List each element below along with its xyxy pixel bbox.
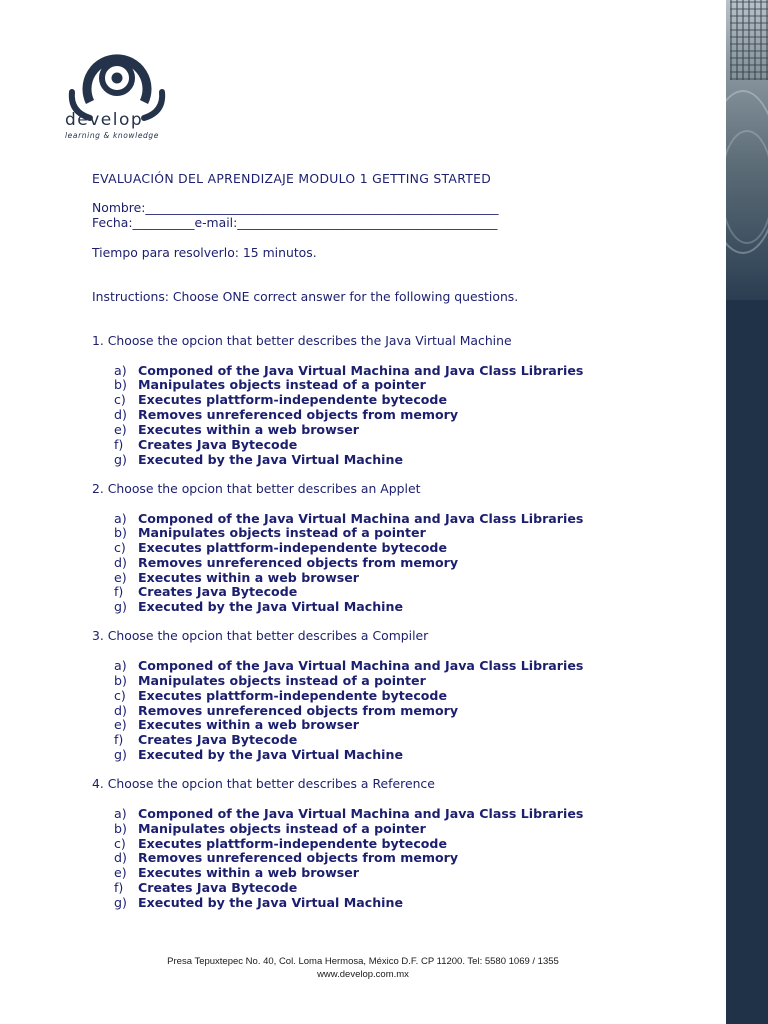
option-text: Executed by the Java Virtual Machine (138, 747, 403, 762)
option-letter: g) (114, 747, 127, 762)
option-letter: g) (114, 599, 127, 614)
answer-option (114, 392, 447, 407)
option-text: Creates Java Bytecode (138, 732, 298, 747)
brand-tagline: learning & knowledge (65, 131, 159, 140)
option-letter: b) (114, 525, 127, 540)
answer-option (114, 717, 359, 732)
option-letter: d) (114, 555, 127, 570)
option-text: Executed by the Java Virtual Machine (138, 895, 403, 910)
option-text: Executes plattform-independente bytecode (138, 688, 447, 703)
option-text: Executes plattform-independente bytecode (138, 540, 447, 555)
answer-option (114, 836, 447, 851)
option-letter: g) (114, 895, 127, 910)
time-limit-text: Tiempo para resolverlo: 15 minutos. (92, 245, 317, 260)
footer-website: www.develop.com.mx (317, 969, 409, 980)
answer-option (114, 688, 447, 703)
answer-option (114, 555, 458, 570)
option-letter: f) (114, 437, 124, 452)
answer-option (114, 452, 403, 467)
answer-option (114, 703, 458, 718)
option-letter: a) (114, 806, 127, 821)
answer-option (114, 673, 426, 688)
option-text: Creates Java Bytecode (138, 584, 298, 599)
side-decorative-band (726, 0, 768, 1024)
option-text: Executes plattform-independente bytecode (138, 836, 447, 851)
side-band-photo (726, 0, 768, 300)
answer-option (114, 422, 359, 437)
option-letter: d) (114, 850, 127, 865)
option-text: Componed of the Java Virtual Machina and Java Class Libraries (138, 363, 584, 378)
option-letter: e) (114, 422, 127, 437)
answer-option (114, 540, 447, 555)
option-text: Manipulates objects instead of a pointer (138, 821, 426, 836)
option-text: Executed by the Java Virtual Machine (138, 452, 403, 467)
option-letter: g) (114, 452, 127, 467)
answer-option (114, 437, 297, 452)
footer-address: Presa Tepuxtepec No. 40, Col. Loma Hermosa, México D.F. CP 11200. Tel: 5580 1069 / 1355 (167, 956, 559, 967)
answer-option (114, 850, 458, 865)
answer-option (114, 584, 297, 599)
option-letter: e) (114, 717, 127, 732)
option-text: Manipulates objects instead of a pointer (138, 377, 426, 392)
option-letter: a) (114, 511, 127, 526)
answer-option (114, 880, 297, 895)
option-letter: c) (114, 392, 126, 407)
option-text: Componed of the Java Virtual Machina and Java Class Libraries (138, 658, 584, 673)
answer-option (114, 821, 426, 836)
answer-option (114, 658, 583, 673)
nombre-field: Nombre:_________________________________________________________ (92, 200, 499, 215)
option-letter: e) (114, 865, 127, 880)
answer-option (114, 377, 426, 392)
option-letter: d) (114, 703, 127, 718)
option-letter: f) (114, 732, 124, 747)
option-text: Removes unreferenced objects from memory (138, 555, 459, 570)
option-text: Manipulates objects instead of a pointer (138, 525, 426, 540)
instructions-text: Instructions: Choose ONE correct answer for the following questions. (92, 289, 519, 304)
question-title: 4. Choose the opcion that better describes a Reference (92, 776, 435, 791)
option-letter: b) (114, 821, 127, 836)
option-letter: c) (114, 688, 126, 703)
question-title: 3. Choose the opcion that better describes a Compiler (92, 628, 429, 643)
answer-option (114, 570, 359, 585)
answer-option (114, 865, 359, 880)
answer-option (114, 806, 583, 821)
brand-name: develop (65, 110, 144, 130)
option-text: Removes unreferenced objects from memory (138, 407, 459, 422)
option-text: Manipulates objects instead of a pointer (138, 673, 426, 688)
option-letter: f) (114, 584, 124, 599)
answer-option (114, 525, 426, 540)
option-text: Executes within a web browser (138, 865, 359, 880)
option-text: Executed by the Java Virtual Machine (138, 599, 403, 614)
answer-option (114, 407, 458, 422)
answer-option (114, 363, 583, 378)
option-letter: d) (114, 407, 127, 422)
option-letter: c) (114, 836, 126, 851)
answer-option (114, 511, 583, 526)
option-letter: a) (114, 363, 127, 378)
question-title: 2. Choose the opcion that better describes an Applet (92, 481, 421, 496)
option-text: Executes within a web browser (138, 422, 359, 437)
answer-option (114, 599, 403, 614)
option-letter: b) (114, 377, 127, 392)
option-text: Creates Java Bytecode (138, 437, 298, 452)
option-letter: a) (114, 658, 127, 673)
answer-option (114, 895, 403, 910)
option-text: Creates Java Bytecode (138, 880, 298, 895)
option-letter: f) (114, 880, 124, 895)
option-text: Removes unreferenced objects from memory (138, 703, 459, 718)
option-text: Executes within a web browser (138, 570, 359, 585)
page-footer (0, 955, 726, 981)
option-text: Componed of the Java Virtual Machina and Java Class Libraries (138, 806, 584, 821)
option-text: Executes within a web browser (138, 717, 359, 732)
option-text: Removes unreferenced objects from memory (138, 850, 459, 865)
option-text: Componed of the Java Virtual Machina and Java Class Libraries (138, 511, 584, 526)
answer-option (114, 732, 297, 747)
question-title: 1. Choose the opcion that better describes the Java Virtual Machine (92, 333, 512, 348)
answer-option (114, 747, 403, 762)
option-letter: b) (114, 673, 127, 688)
option-letter: e) (114, 570, 127, 585)
document-title: EVALUACIÓN DEL APRENDIZAJE MODULO 1 GETTING STARTED (92, 171, 492, 186)
fecha-email-field: Fecha:__________e-mail:__________________________________________ (92, 215, 498, 230)
option-text: Executes plattform-independente bytecode (138, 392, 447, 407)
option-letter: c) (114, 540, 126, 555)
